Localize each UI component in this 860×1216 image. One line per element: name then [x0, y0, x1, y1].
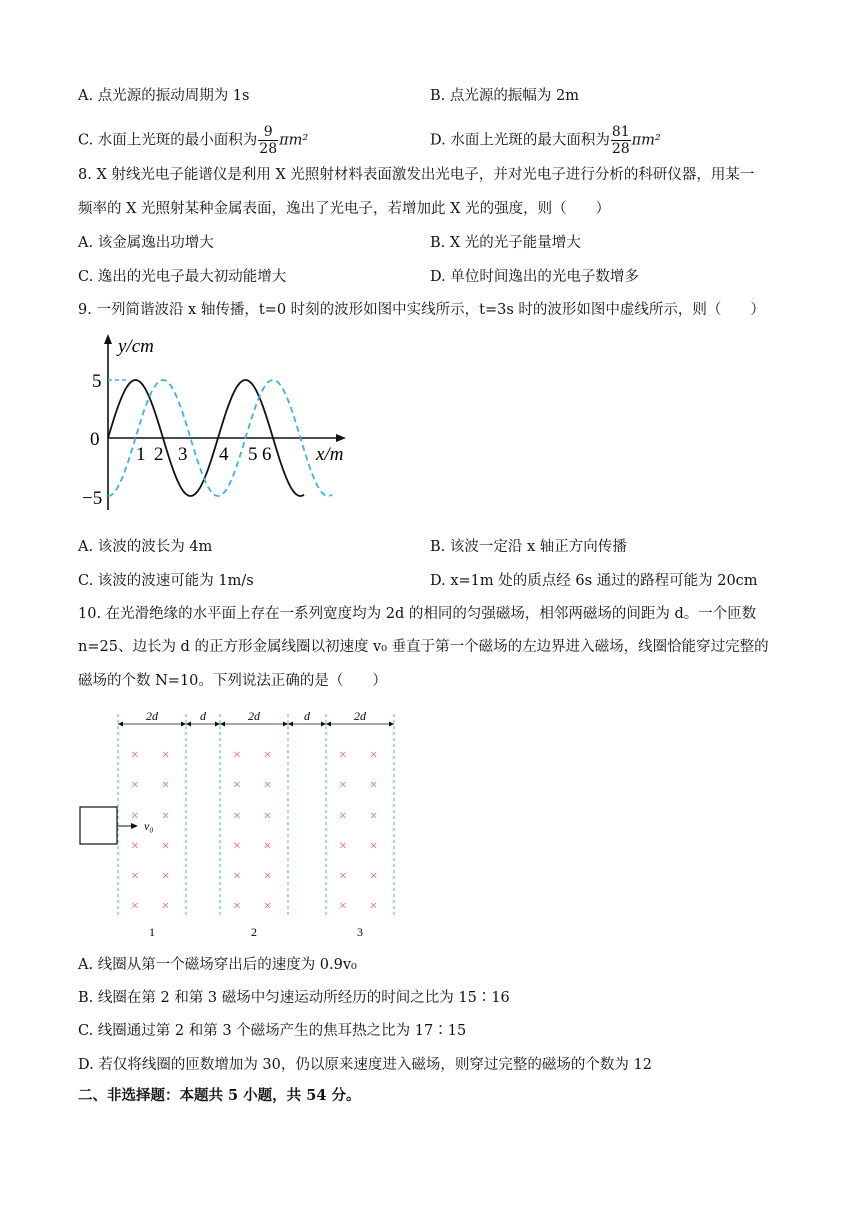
y-tick-neg5: −5	[82, 488, 103, 509]
field-cross-mark: ×	[233, 839, 241, 854]
q7-option-d-suffix: πm²	[631, 132, 661, 149]
q7-option-a: A. 点光源的振动周期为 1s	[78, 88, 250, 104]
field-cross-mark: ×	[263, 809, 272, 824]
field-cross-mark: ×	[263, 748, 272, 763]
q10-stem-line-3: 磁场的个数 N=10。下列说法正确的是（ ）	[78, 673, 387, 689]
x-tick-2: 2	[154, 444, 164, 465]
dimension-arrowhead	[321, 722, 326, 727]
field-cross-mark: ×	[339, 809, 347, 824]
field-cross-mark: ×	[161, 839, 170, 854]
field-cross-mark: ×	[369, 869, 378, 884]
section-2-heading: 二、非选择题：本题共 5 小题，共 54 分。	[78, 1087, 361, 1104]
dimension-arrowhead	[220, 722, 225, 727]
field-cross-mark: ×	[263, 899, 272, 914]
dimension-arrowhead	[283, 722, 288, 727]
width-label: 2d	[146, 709, 158, 723]
q9-wave-graph	[78, 330, 368, 530]
field-cross-mark: ×	[369, 778, 378, 793]
field-cross-mark: ×	[369, 748, 378, 763]
field-cross-mark: ×	[369, 809, 378, 824]
field-cross-mark: ×	[131, 748, 139, 763]
field-cross-mark: ×	[161, 778, 170, 793]
q10-option-b: B. 线圈在第 2 和第 3 磁场中匀速运动所经历的时间之比为 15∶16	[78, 990, 510, 1006]
field-cross-mark: ×	[233, 869, 241, 884]
field-cross-mark: ×	[263, 839, 272, 854]
width-label: 2d	[354, 709, 366, 723]
width-label: d	[304, 709, 310, 723]
dimension-arrowhead	[326, 722, 331, 727]
y-tick-5: 5	[92, 371, 102, 392]
q8-stem-line-2: 频率的 X 光照射某种金属表面，逸出了光电子，若增加此 X 光的强度，则（ ）	[78, 201, 611, 217]
q7-option-d	[430, 124, 661, 157]
dimension-arrowhead	[118, 722, 123, 727]
field-cross-mark: ×	[339, 839, 347, 854]
y-tick-0: 0	[90, 429, 100, 450]
q8-option-b: B. X 光的光子能量增大	[430, 235, 581, 251]
q9-option-d: D. x=1m 处的质点经 6s 通过的路程可能为 20cm	[430, 573, 758, 589]
y-axis-arrow	[104, 334, 112, 344]
x-tick-3: 3	[178, 444, 188, 465]
q7-option-c	[78, 124, 308, 157]
square-coil	[80, 807, 117, 844]
q8-option-a: A. 该金属逸出功增大	[78, 235, 214, 251]
q7-option-d-numerator: 81	[611, 124, 630, 140]
q9-option-a: A. 该波的波长为 4m	[78, 539, 213, 555]
x-tick-5: 5	[248, 444, 258, 465]
q7-option-c-numerator: 9	[258, 124, 278, 141]
x-tick-6: 6	[262, 444, 272, 465]
field-cross-mark: ×	[339, 748, 347, 763]
field-cross-mark: ×	[161, 869, 170, 884]
dimension-arrowhead	[215, 722, 220, 727]
x-tick-4: 4	[219, 444, 229, 465]
x-axis-label: x/m	[316, 444, 344, 465]
y-axis-label: y/cm	[118, 336, 154, 357]
q10-option-d: D. 若仅将线圈的匝数增加为 30，仍以原来速度进入磁场，则穿过完整的磁场的个数为 12	[78, 1057, 652, 1073]
field-cross-mark: ×	[263, 778, 272, 793]
field-cross-mark: ×	[339, 778, 347, 793]
field-cross-mark: ×	[161, 748, 170, 763]
field-cross-mark: ×	[233, 809, 241, 824]
q7-option-b: B. 点光源的振幅为 2m	[430, 88, 579, 104]
field-cross-mark: ×	[233, 748, 241, 763]
field-cross-mark: ×	[161, 899, 170, 914]
field-cross-mark: ×	[369, 899, 378, 914]
field-cross-mark: ×	[131, 899, 139, 914]
width-label: 2d	[248, 709, 260, 723]
width-label: d	[200, 709, 206, 723]
field-cross-mark: ×	[233, 899, 241, 914]
field-cross-mark: ×	[131, 869, 139, 884]
x-axis-arrow	[336, 434, 346, 442]
q7-option-c-prefix: C. 水面上光斑的最小面积为	[78, 132, 258, 149]
q7-option-c-denominator: 28	[259, 141, 278, 157]
q10-magnetic-field-figure	[74, 704, 414, 944]
q9-option-c: C. 该波的波速可能为 1m/s	[78, 573, 254, 589]
q7-option-c-suffix: πm²	[279, 132, 309, 149]
field-number: 2	[251, 925, 257, 939]
field-cross-mark: ×	[233, 778, 241, 793]
field-cross-mark: ×	[131, 778, 139, 793]
q9-option-b: B. 该波一定沿 x 轴正方向传播	[430, 539, 627, 555]
field-cross-mark: ×	[131, 839, 139, 854]
field-cross-mark: ×	[369, 839, 378, 854]
field-regions	[118, 709, 394, 939]
x-tick-1: 1	[136, 444, 146, 465]
q10-option-c: C. 线圈通过第 2 和第 3 个磁场产生的焦耳热之比为 17∶15	[78, 1023, 467, 1039]
q7-option-d-prefix: D. 水面上光斑的最大面积为	[430, 132, 610, 149]
q10-option-a: A. 线圈从第一个磁场穿出后的速度为 0.9v₀	[78, 957, 357, 973]
dimension-arrowhead	[181, 722, 186, 727]
q10-stem-line-2: n=25、边长为 d 的正方形金属线圈以初速度 v₀ 垂直于第一个磁场的左边界进入磁场，线圈恰能穿过完整的	[78, 639, 769, 655]
dimension-arrowhead	[288, 722, 293, 727]
field-cross-mark: ×	[161, 809, 170, 824]
field-cross-mark: ×	[131, 809, 139, 824]
field-number: 3	[357, 925, 363, 939]
q7-option-d-fraction	[611, 124, 631, 157]
q8-option-c: C. 逸出的光电子最大初动能增大	[78, 269, 287, 285]
q7-option-c-fraction	[258, 124, 278, 157]
field-number: 1	[149, 925, 155, 939]
field-cross-mark: ×	[339, 869, 347, 884]
field-cross-mark: ×	[263, 869, 272, 884]
q8-stem-line-1: 8. X 射线光电子能谱仪是利用 X 光照射材料表面激发出光电子，并对光电子进行分析的科研仪器，用某一	[78, 167, 755, 183]
field-cross-mark: ×	[339, 899, 347, 914]
dimension-arrowhead	[389, 722, 394, 727]
q7-option-d-denominator: 28	[611, 141, 630, 157]
dimension-arrowhead	[186, 722, 191, 727]
q9-stem: 9. 一列简谐波沿 x 轴传播，t=0 时刻的波形如图中实线所示，t=3s 时的波形如图中虚线所示，则（ ）	[78, 302, 765, 318]
velocity-label: v₀	[144, 819, 154, 833]
q10-stem-line-1: 10. 在光滑绝缘的水平面上存在一系列宽度均为 2d 的相同的匀强磁场，相邻两磁场的间距为 d。一个匝数	[78, 606, 757, 622]
q8-option-d: D. 单位时间逸出的光电子数增多	[430, 269, 639, 285]
